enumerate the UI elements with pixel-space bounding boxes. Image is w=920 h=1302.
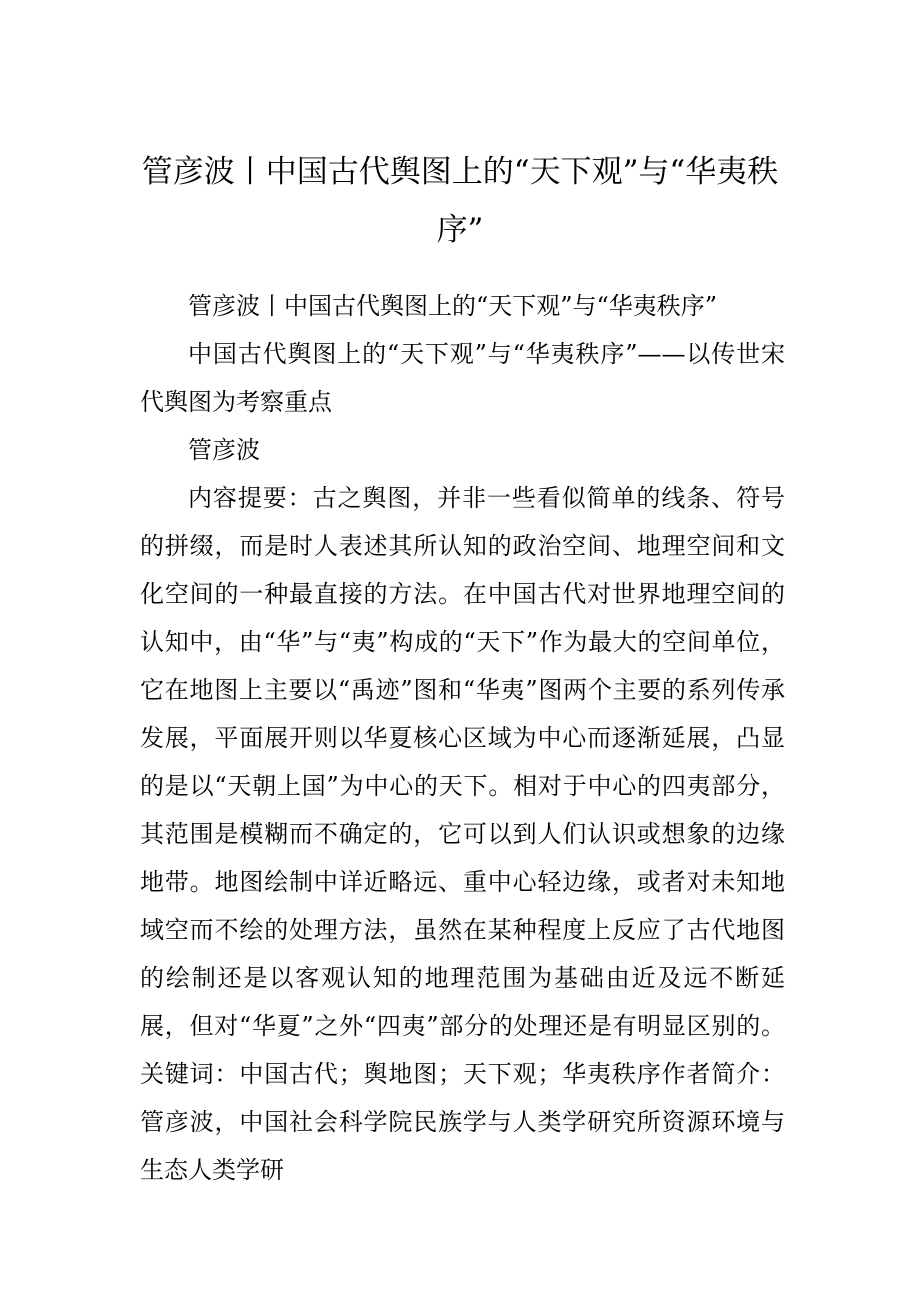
document-title: 管彦波丨中国古代舆图上的“天下观”与“华夷秩序” (141, 154, 779, 248)
document-body (140, 282, 785, 1194)
paragraph-author: 管彦波 (188, 436, 260, 464)
paragraph-abstract: 内容提要：古之舆图，并非一些看似简单的线条、符号的拼缀，而是时人表述其所认知的政治空间、地理空间和文化空间的一种最直接的方法。在中国古代对世界地理空间的认知中，由“华”与“夷”构成的“天下”作为最大的空间单位，它在地图上主要以“禹迹”图和“华夷”图两个主要的系列传承发展，平面展开则以华夏核心区域为中心而逐渐延展，凸显的是以“天朝上国”为中心的天下。相对于中心的四夷部分，其范围是模糊而不确定的，它可以到人们认识或想象的边缘地带。地图绘制中详近略远、重中心轻边缘，或者对未知地域空而不绘的处理方法，虽然在某种程度上反应了古代地图的绘制还是以客观认知的地理范围为基础由近及远不断延展，但对“华夏”之外“四夷”部分的处理还是有明显区别的。关键词：中国古代；舆地图；天下观；华夷秩序作者简介：管彦波，中国社会科学院民族学与人类学研究所资源环境与生态人类学研 (140, 484, 785, 1184)
paragraph-subtitle: 中国古代舆图上的“天下观”与“华夷秩序”——以传世宋代舆图为考察重点 (140, 340, 785, 416)
paragraph-heading-repeat: 管彦波丨中国古代舆图上的“天下观”与“华夷秩序” (188, 292, 718, 320)
